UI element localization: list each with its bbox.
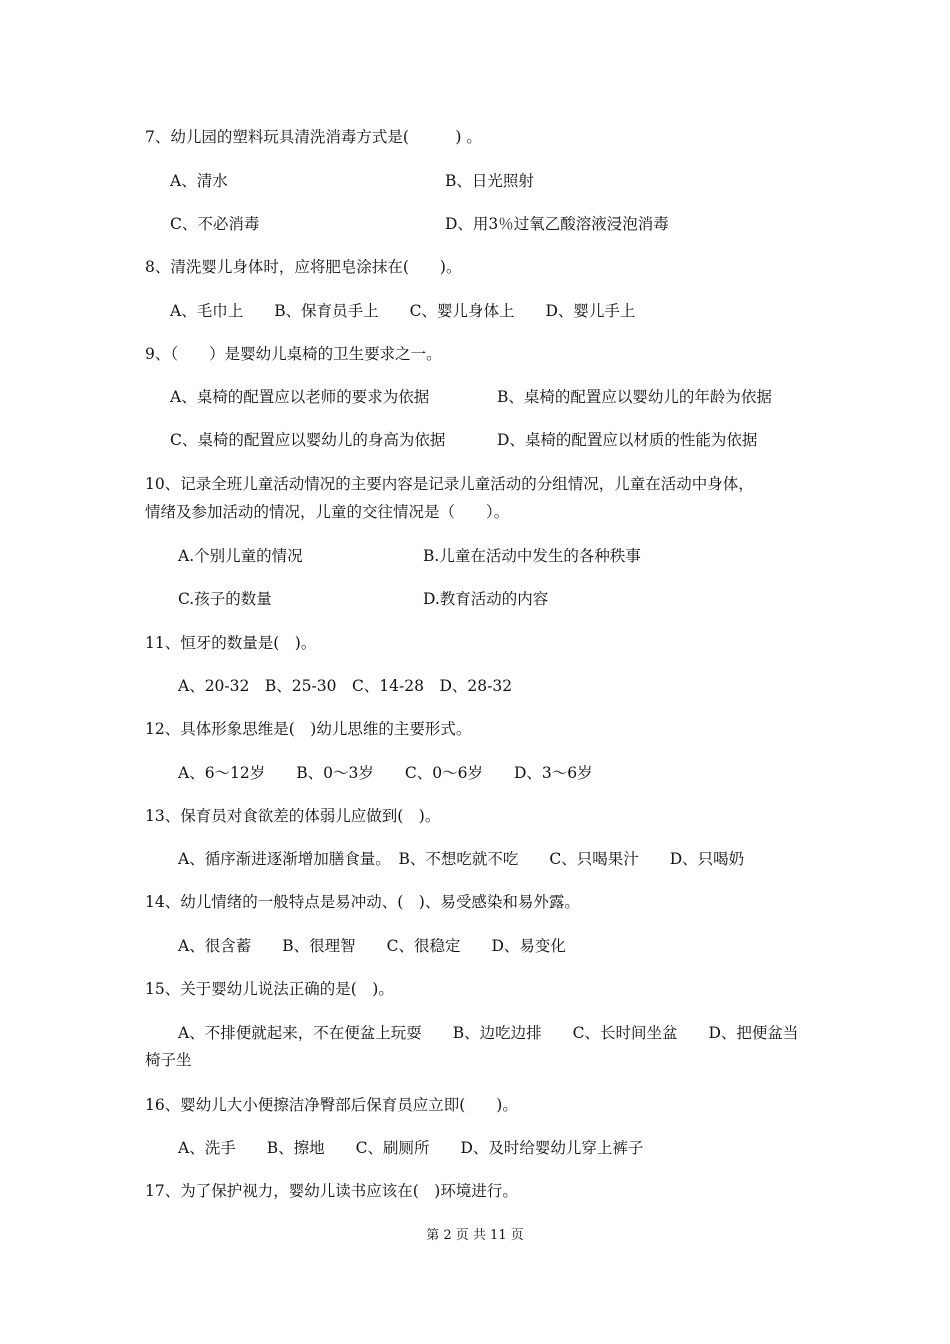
question-9-option-d: D、桌椅的配置应以材质的性能为依据	[497, 431, 758, 449]
question-15-options-line2: 椅子坐	[145, 1051, 192, 1069]
question-7-stem: 7、幼儿园的塑料玩具清洗消毒方式是( ) 。	[145, 128, 482, 146]
question-7-option-c: C、不必消毒	[170, 215, 260, 233]
question-9-option-c: C、桌椅的配置应以婴幼儿的身高为依据	[170, 431, 446, 449]
question-9-option-b: B、桌椅的配置应以婴幼儿的年龄为依据	[497, 388, 772, 406]
page-footer: 第 2 页 共 11 页	[426, 1228, 524, 1243]
question-13-stem: 13、保育员对食欲差的体弱儿应做到( )。	[145, 807, 441, 825]
question-12-options: A、6～12岁 B、0～3岁 C、0～6岁 D、3～6岁	[178, 764, 593, 782]
question-15-options-line1: A、不排便就起来，不在便盆上玩耍 B、边吃边排 C、长时间坐盆 D、把便盆当	[178, 1024, 799, 1042]
question-7-option-d: D、用3％过氧乙酸溶液浸泡消毒	[445, 215, 669, 233]
question-10-option-a: A.个别儿童的情况	[178, 547, 303, 565]
question-16-stem: 16、婴幼儿大小便擦洁净臀部后保育员应立即( )。	[145, 1096, 518, 1114]
question-9-stem: 9、（ ）是婴幼儿桌椅的卫生要求之一。	[145, 345, 442, 363]
question-16-options: A、洗手 B、擦地 C、刷厕所 D、及时给婴幼儿穿上裤子	[178, 1139, 644, 1157]
question-15-stem: 15、关于婴幼儿说法正确的是( )。	[145, 980, 394, 998]
question-12-stem: 12、具体形象思维是( )幼儿思维的主要形式。	[145, 720, 472, 738]
question-10-option-b: B.儿童在活动中发生的各种秩事	[423, 547, 641, 565]
question-8-stem: 8、清洗婴儿身体时，应将肥皂涂抹在( )。	[145, 258, 462, 276]
question-7-option-a: A、清水	[170, 172, 228, 190]
question-7-option-b: B、日光照射	[445, 172, 534, 190]
question-11-stem: 11、恒牙的数量是( )。	[145, 634, 317, 652]
question-10-stem-line1: 10、记录全班儿童活动情况的主要内容是记录儿童活动的分组情况，儿童在活动中身体，	[145, 475, 754, 493]
question-17-stem: 17、为了保护视力，婴幼儿读书应该在( )环境进行。	[145, 1182, 518, 1200]
question-11-options: A、20-32 B、25-30 C、14-28 D、28-32	[178, 677, 513, 695]
question-8-options: A、毛巾上 B、保育员手上 C、婴儿身体上 D、婴儿手上	[170, 302, 636, 320]
question-9-option-a: A、桌椅的配置应以老师的要求为依据	[170, 388, 430, 406]
question-14-options: A、很含蓄 B、很理智 C、很稳定 D、易变化	[178, 937, 566, 955]
question-13-options: A、循序渐进逐渐增加膳食量。 B、不想吃就不吃 C、只喝果汁 D、只喝奶	[178, 850, 745, 868]
question-10-option-c: C.孩子的数量	[178, 590, 272, 608]
question-14-stem: 14、幼儿情绪的一般特点是易冲动、( )、易受感染和易外露。	[145, 893, 580, 911]
question-10-stem-line2: 情绪及参加活动的情况，儿童的交往情况是（ ）。	[145, 503, 510, 521]
question-10-option-d: D.教育活动的内容	[423, 590, 549, 608]
